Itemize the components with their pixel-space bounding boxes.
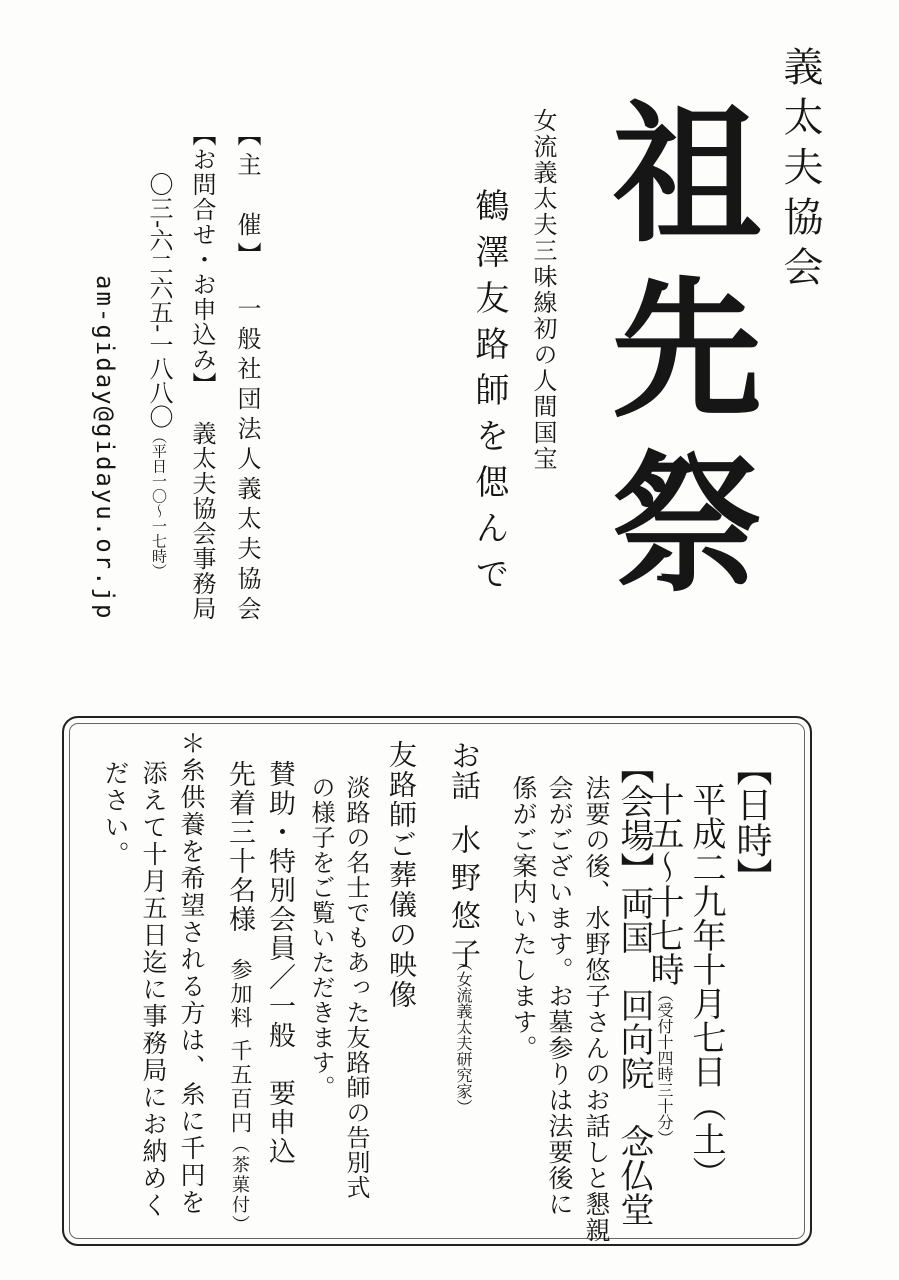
talk-label: お話 xyxy=(445,740,480,800)
video-title: 友路師ご葬儀の映像 xyxy=(385,740,418,1010)
video-desc-2: の様子をご覧いただきます。 xyxy=(307,775,335,1100)
event-title: 祖先祭 xyxy=(586,95,762,620)
phone-line xyxy=(147,172,171,578)
venue-value: 両国 回向院 念仏堂 xyxy=(614,886,654,1226)
note-line-3: ださい。 xyxy=(101,760,130,868)
venue-desc-2: 会がございます。お墓参りは法要後に xyxy=(545,775,574,1217)
phone-number: 〇三-六二六五-一八八〇 xyxy=(145,172,173,429)
time-value: 十五〜十七時 xyxy=(644,782,684,986)
organization-name: 義太夫協会 xyxy=(777,46,823,296)
sponsor-name: 一般社団法人義太夫協会 xyxy=(233,296,261,626)
fee: 参加料 千五百円 xyxy=(227,958,252,1135)
support-quota: 先着三十名様 xyxy=(224,760,255,934)
phone-hours: （平日一〇〜一七時） xyxy=(150,428,168,579)
venue-line xyxy=(610,750,659,1226)
talk-line xyxy=(440,740,484,976)
date-label: 【日時】 xyxy=(731,750,772,894)
date-value: 平成二九年十月七日（土） xyxy=(686,782,726,1190)
date-section xyxy=(731,750,771,894)
venue-label: 【会場】 xyxy=(614,750,654,886)
venue-desc-3: 係がご案内いたします。 xyxy=(509,775,538,1061)
note-line-2: 添えて十月五日迄に事務局にお納めく xyxy=(139,760,168,1219)
talk-speaker-title: （女流義太夫研究家） xyxy=(454,955,473,1115)
note-line-1: ＊糸供養を希望される方は、糸に千円を xyxy=(177,730,206,1216)
contact-label: 【お問合せ・お申込み】 xyxy=(188,122,216,397)
subtitle-line-1: 女流義太夫三味線初の人間国宝 xyxy=(529,108,557,472)
venue-desc-1: 法要の後、水野悠子さんのお話しと懇親 xyxy=(582,775,611,1243)
support-line-1: 賛助・特別会員／一般 要申込 xyxy=(264,760,295,1166)
sponsor-label: 【主 催】 xyxy=(233,122,261,272)
sponsor-line xyxy=(235,122,259,626)
video-desc-1: 淡路の名士でもあった友路師の告別式 xyxy=(342,775,370,1200)
contact-line xyxy=(190,122,214,621)
subtitle-line-2: 鶴澤友路師を偲んで xyxy=(469,188,509,602)
contact-name: 義太夫協会事務局 xyxy=(188,421,216,621)
support-line-2 xyxy=(220,760,259,1235)
email-address: am-giday@gidayu.or.jp xyxy=(91,275,119,621)
fee-note: （茶菓付） xyxy=(229,1135,250,1235)
reception-time: （受付十四時三十分） xyxy=(655,986,674,1146)
talk-name: 水野悠子 xyxy=(445,824,480,976)
